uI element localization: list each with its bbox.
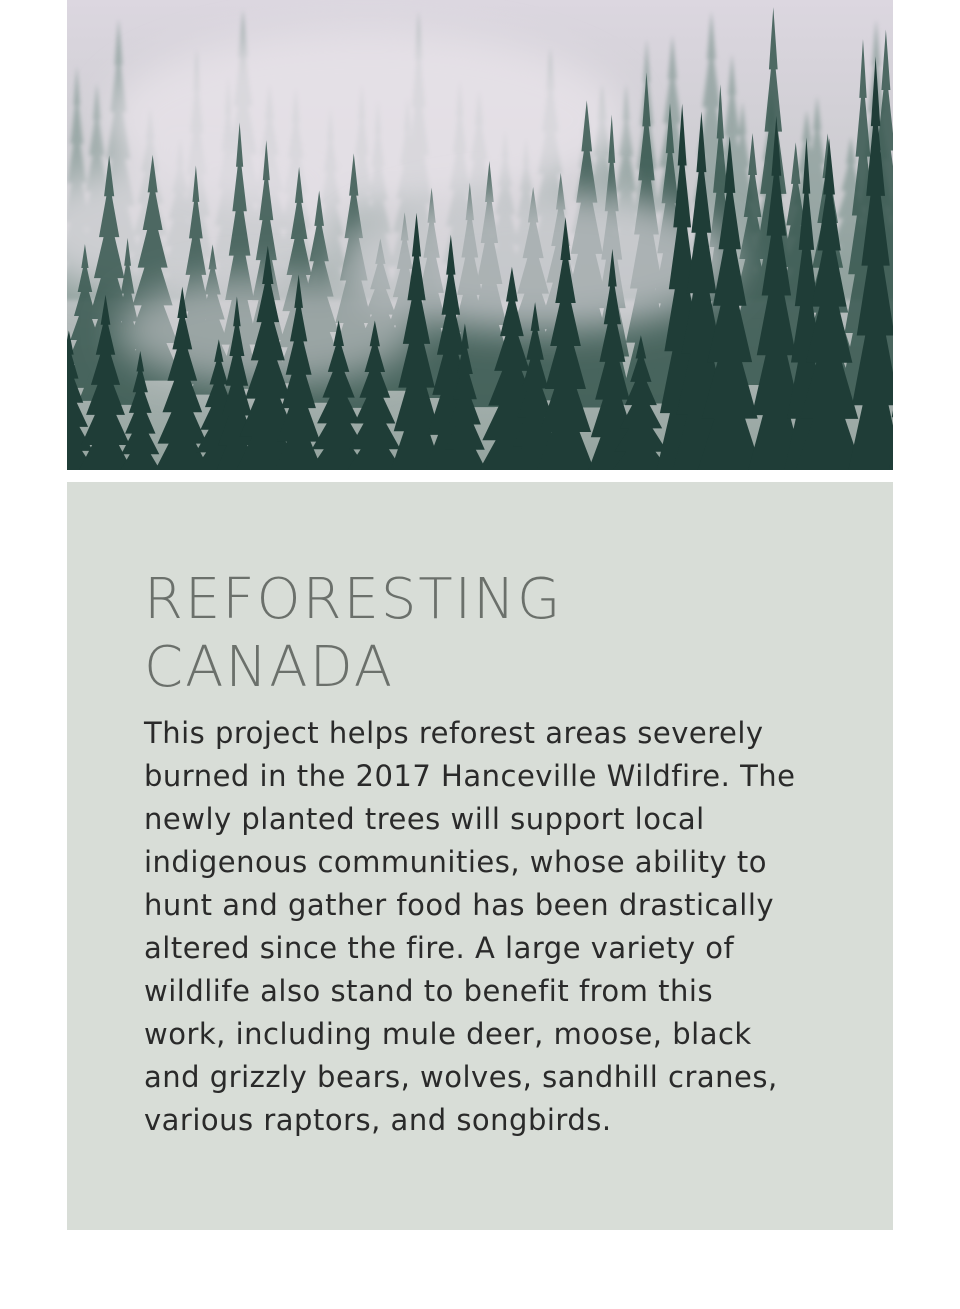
hero-image <box>67 0 893 470</box>
project-description: This project helps reforest areas severely burned in the 2017 Hanceville Wildfire. The newly planted trees will support local indigenous communities, whose ability to hunt and gather food has been drastically altered since the fire. A large variety of wildlife also stand to benefit from this work, including mule deer, moose, black and grizzly bears, wolves, sandhill cranes, various raptors, and songbirds. <box>144 716 796 1137</box>
project-title <box>144 566 562 702</box>
project-title-line-1: REFORESTING <box>144 567 563 632</box>
project-card <box>67 482 893 1230</box>
project-title-line-2: CANADA <box>144 635 395 700</box>
misty-forest-illustration <box>67 0 893 470</box>
